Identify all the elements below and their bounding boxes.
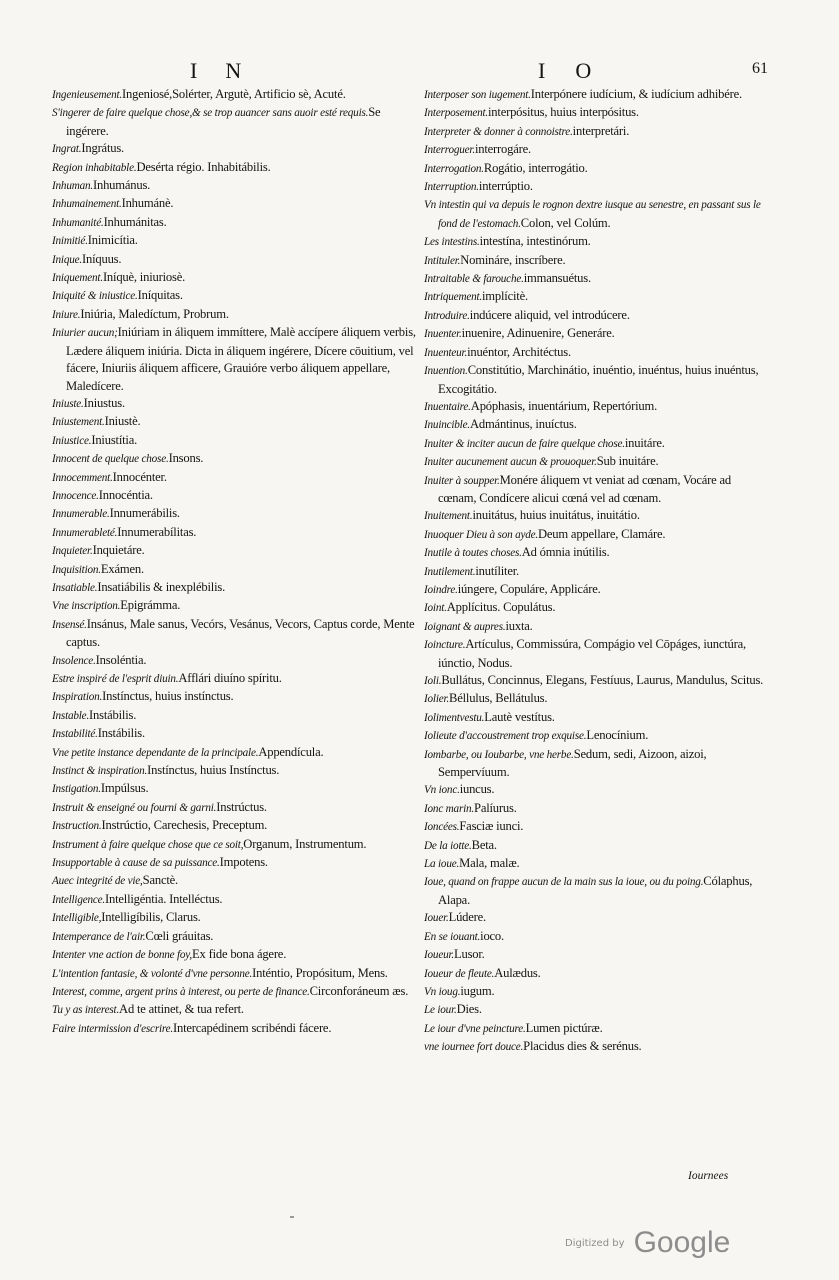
entry-french: Iniquité & iniustice. <box>52 290 138 303</box>
entry-french: Innocence. <box>52 489 99 502</box>
right-column <box>424 86 764 1057</box>
entry-french: Ingenieusement. <box>52 89 123 101</box>
dictionary-entry <box>424 252 764 270</box>
dictionary-entry <box>52 854 424 872</box>
dictionary-entry <box>424 86 764 104</box>
dictionary-entry <box>424 837 764 855</box>
entry-latin: Iníquus. <box>81 251 122 266</box>
dictionary-entry <box>52 579 424 597</box>
dictionary-entry <box>52 269 424 287</box>
dictionary-entry <box>424 965 764 983</box>
entry-french: Vn ionc. <box>424 784 460 797</box>
entry-french: Auec integrité de vie, <box>52 875 143 888</box>
dictionary-entry <box>52 251 424 269</box>
entry-latin: iúngere, Copuláre, Applicáre. <box>457 581 601 596</box>
entry-french: Instigation. <box>52 783 101 796</box>
entry-latin: Nomináre, inscríbere. <box>460 252 566 267</box>
dictionary-entry <box>52 616 424 652</box>
entry-latin: Iniúriam in áliquem immíttere, Malè accípere áliquem verbis, Lædere áliquem iniúria. Dicta in áliquem ingérere, Dícere cōuitium, vel fácere, Iniuriis áliquem afficere, Grauióre verbo áliquem appellare, Maledícere. <box>66 325 416 393</box>
entry-french: Inuenter. <box>424 328 462 341</box>
entry-latin: Interpónere iudícium, & iudícium adhibére. <box>530 87 742 101</box>
dictionary-entry <box>52 542 424 560</box>
dictionary-entry <box>424 1001 764 1019</box>
dictionary-entry <box>52 780 424 798</box>
dictionary-entry <box>52 688 424 706</box>
dictionary-entry <box>52 891 424 909</box>
entry-french: Vne petite instance dependante de la principale. <box>52 746 259 759</box>
dictionary-entry <box>424 618 764 636</box>
entry-french: Inique. <box>52 253 82 266</box>
running-header <box>0 58 839 88</box>
entry-latin: interpósitus, huius interpósitus. <box>488 105 639 120</box>
entry-latin: Intelligíbilis, Clarus. <box>101 910 201 925</box>
entry-latin: Colon, vel Colúm. <box>520 215 611 230</box>
entry-latin: Fasciæ iunci. <box>459 819 524 834</box>
dictionary-entry <box>424 1020 764 1038</box>
entry-french: Inimitié. <box>52 235 88 248</box>
entry-latin: Organum, Instrumentum. <box>243 836 367 851</box>
dictionary-entry <box>424 946 764 964</box>
entry-french: Interest, comme, argent prins à interest, ou perte de finance. <box>52 985 310 998</box>
entry-latin: Ingeniosé,Solérter, Argutè, Artificio sè, Acuté. <box>122 87 346 101</box>
entry-french: En se iouant. <box>424 930 481 943</box>
entry-latin: intestína, intestinórum. <box>479 234 591 249</box>
left-column <box>52 86 424 1038</box>
dictionary-entry <box>424 270 764 288</box>
dictionary-entry <box>52 1001 424 1019</box>
entry-french: Introduire. <box>424 309 470 322</box>
dictionary-entry <box>424 196 764 233</box>
dictionary-entry <box>424 800 764 818</box>
entry-french: Iolier. <box>424 693 450 706</box>
entry-latin: Rogátio, interrogátio. <box>483 160 588 175</box>
entry-latin: Iníquitas. <box>137 288 183 303</box>
entry-french: Inuiter & inciter aucun de faire quelque chose. <box>424 437 625 450</box>
entry-french: Inuiter aucunement aucun & prouoquer. <box>424 456 597 469</box>
entry-latin: Placidus dies & serénus. <box>523 1039 642 1054</box>
entry-latin: interrúptio. <box>478 179 533 194</box>
entry-latin: Admántinus, inuíctus. <box>469 417 577 432</box>
entry-latin: Inténtio, Propósitum, Mens. <box>252 965 388 980</box>
dictionary-entry <box>424 526 764 544</box>
entry-french: De la iotte. <box>424 839 472 852</box>
entry-latin: immansuétus. <box>523 271 591 286</box>
entry-french: Ioint. <box>424 602 447 615</box>
entry-latin: Intelligéntia. Intelléctus. <box>105 891 223 906</box>
header-left-letters: IN <box>190 58 270 83</box>
entry-french: Iniurier aucun; <box>52 327 118 340</box>
dictionary-entry <box>424 233 764 251</box>
entry-latin: Applícitus. Copulátus. <box>446 600 556 615</box>
entry-latin: Ad ómnia inútilis. <box>521 545 610 560</box>
dictionary-entry <box>52 469 424 487</box>
entry-french: Iniure. <box>52 308 81 321</box>
entry-latin: inuitáre. <box>624 435 665 450</box>
dictionary-entry <box>52 306 424 324</box>
entry-french: Intraitable & farouche. <box>424 273 524 286</box>
entry-latin: Monére áliquem vt veniat ad cœnam, Vocáre ad cœnam, Condícere alicui cœná vel ad cœnam. <box>438 472 731 505</box>
entry-latin: Insoléntia. <box>95 652 147 667</box>
dictionary-entry <box>52 505 424 523</box>
entry-latin: ioco. <box>480 928 504 943</box>
entry-french: Innocent de quelque chose. <box>52 453 169 466</box>
entry-latin: Impotens. <box>219 855 268 870</box>
entry-latin: Inhumánitas. <box>103 214 167 229</box>
entry-latin: implícitè. <box>482 289 528 304</box>
dictionary-entry <box>424 288 764 306</box>
entry-latin: Impúlsus. <box>100 781 149 796</box>
dictionary-entry <box>424 928 764 946</box>
entry-latin: Insons. <box>168 451 204 466</box>
entry-latin: Palíurus. <box>474 800 517 815</box>
entry-latin: Lusor. <box>453 947 485 962</box>
entry-french: Instruction. <box>52 820 102 833</box>
dictionary-entry <box>52 652 424 670</box>
entry-french: Iouer. <box>424 912 449 925</box>
entry-french: Iolimentvestu. <box>424 711 485 724</box>
dictionary-entry <box>424 563 764 581</box>
entry-latin: Appendícula. <box>258 744 324 759</box>
entry-french: Les intestins. <box>424 236 480 249</box>
dictionary-entry <box>52 707 424 725</box>
dictionary-entry <box>52 799 424 817</box>
entry-french: Inuention. <box>424 365 468 378</box>
entry-latin: Insánus, Male sanus, Vecórs, Vesánus, Vecors, Captus corde, Mente captus. <box>66 616 415 650</box>
dictionary-entry <box>424 435 764 453</box>
entry-latin: Afflári diuíno spíritu. <box>178 671 282 685</box>
entry-french: Iolieute d'accoustrement trop exquise. <box>424 730 587 743</box>
entry-french: Vne inscription. <box>52 600 121 613</box>
entry-french: Intelligible, <box>52 912 102 925</box>
entry-french: Vn intestin qui va depuis le rognon dextre iusque au senestre, en passant sus le fond de l'estomach. <box>424 199 761 230</box>
entry-french: vne iournee fort douce. <box>424 1041 524 1054</box>
entry-latin: Beta. <box>471 837 497 852</box>
dictionary-entry <box>52 946 424 964</box>
dictionary-entry <box>424 325 764 343</box>
entry-french: Inhumainement. <box>52 198 122 211</box>
entry-latin: inuenire, Adinuenire, Generáre. <box>461 326 615 341</box>
page-number: 61 <box>752 60 768 77</box>
entry-latin: Iniustè. <box>104 414 141 429</box>
entry-latin: Artículus, Commissúra, Compágio vel Cōpáges, iunctúra, iúnctio, Nodus. <box>438 637 746 670</box>
dictionary-entry <box>424 544 764 562</box>
entry-latin: Lautè vestítus. <box>484 709 555 724</box>
dictionary-entry <box>52 983 424 1001</box>
dictionary-entry <box>424 344 764 362</box>
entry-latin: Circonforáneum æs. <box>309 983 409 998</box>
entry-latin: Innocénter. <box>112 469 167 484</box>
entry-french: Innocemment. <box>52 471 113 484</box>
entry-french: Interruption. <box>424 181 479 194</box>
entry-french: Ioincture. <box>424 639 466 652</box>
entry-french: Ionc marin. <box>424 802 475 815</box>
entry-french: Tu y as interest. <box>52 1004 120 1017</box>
entry-latin: Sub inuitáre. <box>596 454 659 469</box>
dictionary-entry <box>424 453 764 471</box>
dictionary-entry <box>424 307 764 325</box>
dictionary-entry <box>424 636 764 672</box>
entry-french: Inutilement. <box>424 565 476 578</box>
entry-latin: Iniustus. <box>83 395 125 410</box>
dictionary-entry <box>52 872 424 890</box>
entry-french: L'intention fantasie, & volonté d'vne personne. <box>52 967 253 980</box>
entry-french: Estre inspiré de l'esprit diuin. <box>52 673 179 685</box>
dictionary-entry <box>52 214 424 232</box>
entry-latin: Cólaphus, Alapa. <box>438 874 753 907</box>
entry-latin: Cœli gráuitas. <box>145 928 214 943</box>
header-right-letters: IO <box>538 58 622 83</box>
dictionary-entry <box>52 817 424 835</box>
dictionary-entry <box>52 928 424 946</box>
entry-french: Intriquement. <box>424 291 482 304</box>
entry-french: Region inhabitable. <box>52 161 137 174</box>
entry-french: Innumerable. <box>52 508 110 521</box>
entry-latin: indúcere aliquid, vel introdúcere. <box>469 307 630 322</box>
dictionary-entry <box>52 487 424 505</box>
entry-french: Ioncées. <box>424 821 460 834</box>
dictionary-entry <box>52 432 424 450</box>
dictionary-entry <box>424 178 764 196</box>
entry-latin: Instrúctio, Carechesis, Preceptum. <box>101 818 268 833</box>
dictionary-entry <box>52 86 424 104</box>
entry-french: Innumerableté. <box>52 526 118 539</box>
dictionary-entry <box>424 507 764 525</box>
entry-french: Iniquement. <box>52 272 103 285</box>
dictionary-entry <box>52 232 424 250</box>
entry-latin: interrogáre. <box>474 142 531 157</box>
dictionary-entry <box>424 727 764 745</box>
entry-latin: Instábilis. <box>97 726 145 741</box>
entry-french: Inuoquer Dieu à son ayde. <box>424 528 538 541</box>
dictionary-entry <box>424 160 764 178</box>
entry-french: Inuitement. <box>424 510 473 523</box>
dictionary-entry <box>424 818 764 836</box>
dictionary-entry <box>424 123 764 141</box>
dictionary-entry <box>424 416 764 434</box>
entry-french: Inuenteur. <box>424 346 468 359</box>
entry-latin: Lumen pictúræ. <box>525 1020 603 1035</box>
dictionary-entry <box>52 450 424 468</box>
entry-latin: iugum. <box>460 983 495 998</box>
entry-french: Ioueur de fleute. <box>424 967 495 980</box>
entry-french: Ioue, quand on frappe aucun de la main sus la ioue, ou du poing. <box>424 876 704 889</box>
dictionary-entry <box>424 983 764 1001</box>
dictionary-entry <box>424 472 764 508</box>
dictionary-entry <box>52 287 424 305</box>
dictionary-entry <box>424 781 764 799</box>
entry-french: Insensé. <box>52 618 87 631</box>
entry-french: Iniustice. <box>52 434 92 447</box>
entry-latin: Ad te attinet, & tua refert. <box>119 1002 244 1017</box>
entry-french: Interposement. <box>424 107 488 120</box>
entry-french: Ioueur. <box>424 949 454 962</box>
entry-french: Vn ioug. <box>424 985 461 998</box>
entry-french: Instrument à faire quelque chose que ce soit, <box>52 838 244 851</box>
entry-latin: interpretári. <box>572 123 630 138</box>
dictionary-entry <box>52 836 424 854</box>
dictionary-entry <box>52 524 424 542</box>
entry-latin: Mala, malæ. <box>459 856 520 871</box>
dictionary-entry <box>424 672 764 690</box>
entry-french: Inhumanité. <box>52 216 104 229</box>
entry-french: Ioli. <box>424 675 442 687</box>
dictionary-entry <box>424 873 764 909</box>
dictionary-entry <box>424 855 764 873</box>
entry-french: Intituler. <box>424 254 461 267</box>
entry-french: Instruit & enseigné ou fourni & garni. <box>52 801 217 814</box>
entry-french: Insatiable. <box>52 581 98 594</box>
dictionary-entry <box>52 909 424 927</box>
dictionary-entry <box>424 709 764 727</box>
entry-latin: Bullátus, Concinnus, Elegans, Festíuus, Laurus, Mandulus, Scitus. <box>441 673 764 687</box>
entry-french: Intemperance de l'air. <box>52 930 146 943</box>
dictionary-entry <box>52 965 424 983</box>
entry-latin: Iniúria, Maledíctum, Probrum. <box>80 306 229 321</box>
dictionary-entry <box>424 599 764 617</box>
dictionary-entry <box>52 324 424 395</box>
dictionary-entry <box>424 104 764 122</box>
entry-french: Instable. <box>52 709 90 722</box>
entry-latin: inuitátus, huius inuitátus, inuitátio. <box>472 508 640 523</box>
dictionary-entry <box>424 141 764 159</box>
digitized-label: Digitized by <box>565 1237 625 1249</box>
entry-latin: inutíliter. <box>475 563 519 578</box>
dictionary-entry <box>52 762 424 780</box>
entry-french: Intelligence. <box>52 893 105 906</box>
dictionary-entry <box>424 1038 764 1056</box>
entry-french: Iombarbe, ou Ioubarbe, vne herbe. <box>424 748 574 761</box>
entry-french: Interpreter & donner à connoistre. <box>424 125 573 138</box>
entry-latin: Inhumánè. <box>121 196 174 211</box>
entry-latin: Desérta régio. Inhabitábilis. <box>136 159 271 174</box>
entry-french: Interroguer. <box>424 144 475 157</box>
entry-latin: Ex fide bona ágere. <box>192 947 287 962</box>
entry-french: Instinct & inspiration. <box>52 765 148 778</box>
scan-speck <box>290 1216 294 1218</box>
entry-latin: Lenocínium. <box>586 728 649 743</box>
entry-latin: iuncus. <box>459 782 495 797</box>
entry-latin: Sanctè. <box>142 873 178 888</box>
entry-latin: Sedum, sedi, Aizoon, aizoi, Sempervíuum. <box>438 746 707 780</box>
entry-latin: Intercapédinem scribéndi fácere. <box>173 1020 332 1035</box>
entry-latin: Deum appellare, Clamáre. <box>538 526 666 541</box>
entry-french: Iniustement. <box>52 416 105 429</box>
entry-latin: Ingrátus. <box>81 141 124 156</box>
entry-latin: Instábilis. <box>89 707 137 722</box>
entry-latin: Instínctus, huius instínctus. <box>102 689 234 704</box>
dictionary-entry <box>52 744 424 762</box>
entry-latin: Innumerabílitas. <box>117 524 197 539</box>
entry-french: Iniuste. <box>52 397 84 410</box>
dictionary-entry <box>52 561 424 579</box>
entry-latin: Constitútio, Marchinátio, inuéntio, inuéntus, huius inuéntus, Excogitátio. <box>438 363 759 396</box>
entry-latin: Instrúctus. <box>216 799 267 814</box>
entry-french: Insupportable à cause de sa puissance. <box>52 857 220 870</box>
dictionary-entry <box>52 670 424 688</box>
entry-french: Interposer son iugement. <box>424 89 531 101</box>
entry-latin: Inimicítia. <box>87 233 138 248</box>
digitized-stamp <box>565 1226 730 1260</box>
entry-french: Inhuman. <box>52 180 93 193</box>
entry-latin: Apóphasis, inuentárium, Repertórium. <box>470 398 658 413</box>
catchword: Iournees <box>688 1170 729 1182</box>
entry-latin: Dies. <box>456 1002 482 1017</box>
entry-french: Inuentaire. <box>424 400 471 413</box>
dictionary-entry <box>52 159 424 177</box>
entry-french: Intenter vne action de bonne foy, <box>52 949 193 962</box>
entry-latin: Insatiábilis & inexplébilis. <box>97 579 226 594</box>
entry-french: Inspiration. <box>52 691 103 704</box>
dictionary-entry <box>52 413 424 431</box>
entry-latin: iuxta. <box>505 618 533 633</box>
dictionary-entry <box>52 195 424 213</box>
entry-latin: Aulædus. <box>494 965 541 980</box>
entry-latin: Lúdere. <box>448 910 487 925</box>
entry-latin: inuéntor, Architéctus. <box>467 344 571 359</box>
entry-french: Ioignant & aupres. <box>424 620 506 633</box>
dictionary-entry <box>424 398 764 416</box>
dictionary-entry <box>424 909 764 927</box>
entry-french: S'ingerer de faire quelque chose,& se trop auancer sans auoir esté requis. <box>52 107 369 120</box>
entry-latin: Innumerábilis. <box>109 506 180 521</box>
entry-french: Interrogation. <box>424 162 484 175</box>
dictionary-entry <box>424 746 764 782</box>
entry-french: Le iour d'vne peincture. <box>424 1022 526 1035</box>
entry-french: Ingrat. <box>52 143 82 156</box>
dictionary-entry <box>52 725 424 743</box>
dictionary-entry <box>52 395 424 413</box>
dictionary-entry <box>424 690 764 708</box>
entry-french: Inuiter à soupper. <box>424 474 500 487</box>
entry-french: La ioue. <box>424 858 460 871</box>
dictionary-entry <box>424 581 764 599</box>
entry-french: Inuincible. <box>424 419 470 432</box>
entry-latin: Instínctus, huius Instínctus. <box>147 763 280 778</box>
entry-latin: Béllulus, Bellátulus. <box>449 691 548 706</box>
entry-french: Faire intermission d'escrire. <box>52 1022 173 1035</box>
entry-latin: Epigrámma. <box>120 598 181 613</box>
entry-latin: Exámen. <box>100 561 144 576</box>
entry-french: Inquisition. <box>52 563 101 576</box>
dictionary-entry <box>52 597 424 615</box>
entry-latin: Se ingérere. <box>66 105 381 138</box>
entry-latin: Innocéntia. <box>98 487 153 502</box>
entry-latin: Inquietáre. <box>92 543 145 558</box>
dictionary-entry <box>52 177 424 195</box>
entry-latin: Iniustítia. <box>91 432 138 447</box>
dictionary-entry <box>52 140 424 158</box>
dictionary-entry <box>424 362 764 398</box>
entry-french: Insolence. <box>52 654 96 667</box>
dictionary-entry <box>52 1020 424 1038</box>
entry-latin: Iníquè, iniuriosè. <box>102 270 186 285</box>
entry-french: Le iour. <box>424 1004 457 1017</box>
entry-french: Instabilité. <box>52 728 98 741</box>
entry-french: Ioindre. <box>424 583 458 596</box>
entry-latin: Inhumánus. <box>92 178 151 193</box>
entry-french: Inquieter. <box>52 545 93 558</box>
entry-french: Inutile à toutes choses. <box>424 547 522 560</box>
digitized-brand: Google <box>633 1226 731 1259</box>
dictionary-entry <box>52 104 424 140</box>
